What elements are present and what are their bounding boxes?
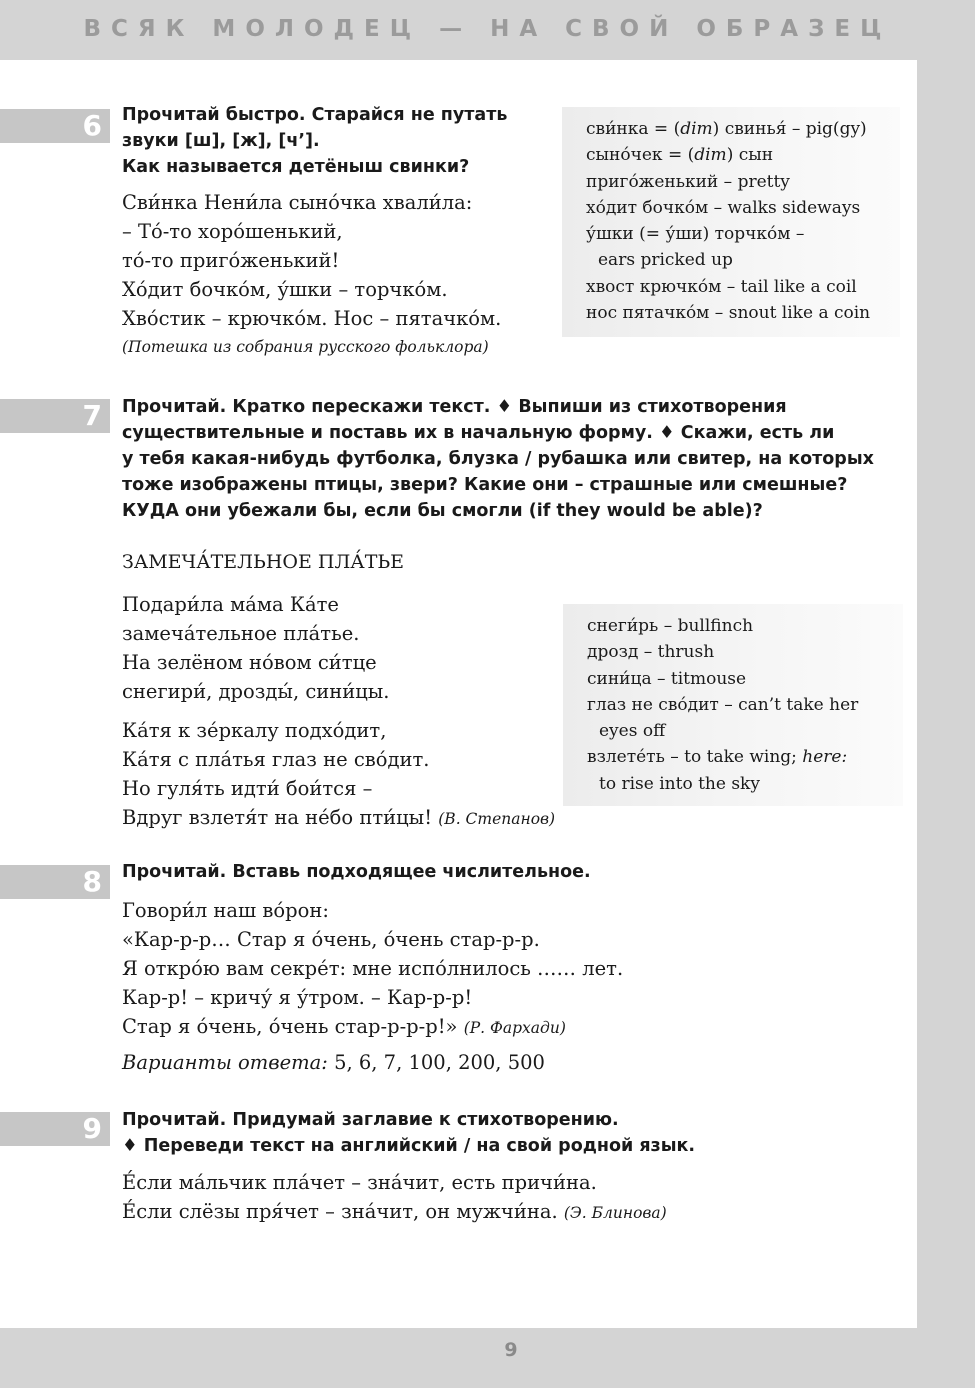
exercise-instruction: Прочитай. Кратко перескажи текст. ♦ Выпиши из стихотворения существительные и поставь их в начальную форму. ♦ Скажи, есть ли у тебя какая-нибудь футболка, блузка / рубашка или свитер, на которых тоже изображены птицы, звери? Какие они – страшные или смешные? КУДА они убежали бы, если бы смогли (if they would be able)? bbox=[122, 397, 874, 521]
gloss-entry: приго́женький – pretty bbox=[586, 171, 790, 192]
right-margin-band bbox=[917, 0, 975, 1388]
gloss-entry: нос пятачко́м – snout like a coin bbox=[586, 303, 871, 324]
poem-line: Ка́тя с пла́тья глаз не сво́дит. bbox=[122, 748, 430, 771]
poem-line: Вдруг взлетя́т на не́бо пти́цы! (В. Степанов) bbox=[122, 806, 556, 829]
poem-line: Ка́тя к зе́ркалу подхо́дит, bbox=[122, 719, 387, 742]
page-number: 9 bbox=[504, 1339, 518, 1361]
poem-line: Подари́ла ма́ма Ка́те bbox=[122, 593, 339, 616]
poem-line: На зелёном но́вом си́тце bbox=[122, 651, 377, 674]
poem bbox=[122, 896, 623, 1043]
poem-line: Хо́дит бочко́м, у́шки – торчко́м. bbox=[122, 278, 448, 301]
poem-source: (Потешка из собрания русского фольклора) bbox=[122, 338, 489, 356]
poem-line: Стар я о́чень, о́чень стар-р-р-р!» (Р. Фархади) bbox=[122, 1015, 566, 1038]
gloss-entry: сыно́чек = (dim) сын bbox=[586, 145, 774, 166]
answer-options bbox=[122, 1051, 545, 1074]
exercise-number: 6 bbox=[0, 109, 110, 143]
poem-line: снегири́, дрозды́, сини́цы. bbox=[122, 680, 390, 703]
poem-title: ЗАМЕЧА́ТЕЛЬНОЕ ПЛА́ТЬЕ bbox=[122, 551, 405, 573]
gloss-entry: дрозд – thrush bbox=[587, 642, 715, 663]
gloss-entry: снеги́рь – bullfinch bbox=[587, 616, 754, 636]
poem-line: Говори́л наш во́рон: bbox=[122, 899, 329, 922]
poem-line: Е́сли слёзы пря́чет – зна́чит, он мужчи́на. (Э. Блинова) bbox=[122, 1200, 667, 1223]
gloss-entry: сини́ца – titmouse bbox=[587, 668, 747, 689]
poem-line: «Кар-р-р… Стар я о́чень, о́чень стар-р-р. bbox=[122, 928, 540, 951]
poem-source: (Р. Фархади) bbox=[463, 1019, 566, 1037]
gloss-entry: хвост крючко́м – tail like a coil bbox=[586, 276, 857, 297]
answer-options-label: Варианты ответа: bbox=[122, 1051, 328, 1074]
exercise-number: 7 bbox=[0, 399, 110, 433]
exercise-instruction: Прочитай быстро. Старайся не путать звуки [ш], [ж], [ч’]. Как называется детёныш свинки? bbox=[122, 105, 508, 177]
poem bbox=[122, 1168, 667, 1228]
gloss-entry: eyes off bbox=[599, 721, 666, 742]
poem-line: Е́сли ма́льчик пла́чет – зна́чит, есть причи́на. bbox=[122, 1171, 597, 1194]
poem-line: то́-то приго́женький! bbox=[122, 249, 340, 272]
exercise-instruction: Прочитай. Придумай заглавие к стихотворению. ♦ Переведи текст на английский / на свой родной язык. bbox=[122, 1110, 696, 1156]
poem-line: Я откро́ю вам секре́т: мне испо́лнилось …… лет. bbox=[122, 957, 624, 980]
poem-stanza bbox=[122, 716, 555, 834]
gloss-entry: ears pricked up bbox=[598, 250, 733, 271]
vocabulary-box bbox=[562, 107, 900, 337]
gloss-entry: взлете́ть – to take wing; here: bbox=[587, 747, 848, 768]
poem-stanza bbox=[122, 590, 390, 706]
poem-source: (В. Степанов) bbox=[438, 810, 556, 828]
vocabulary-box bbox=[563, 604, 903, 806]
gloss-entry: у́шки (= у́ши) торчко́м – bbox=[586, 224, 805, 245]
poem-line: замеча́тельное пла́тье. bbox=[122, 622, 360, 645]
poem-line: Хво́стик – крючко́м. Нос – пятачко́м. bbox=[122, 307, 502, 330]
poem-line: – То́-то хоро́шенький, bbox=[122, 220, 343, 243]
poem bbox=[122, 188, 501, 362]
poem-line: Сви́нка Нени́ла сыно́чка хвали́ла: bbox=[122, 191, 473, 214]
answer-options-values: 5, 6, 7, 100, 200, 500 bbox=[334, 1051, 545, 1074]
poem-line: Но гуля́ть идти́ бои́тся – bbox=[122, 777, 373, 800]
running-header: ВСЯК МОЛОДЕЦ — НА СВОЙ ОБРАЗЕЦ bbox=[83, 16, 892, 42]
exercise-instruction: Прочитай. Вставь подходящее числительное. bbox=[122, 862, 591, 882]
gloss-entry: хо́дит бочко́м – walks sideways bbox=[586, 197, 861, 218]
poem-source: (Э. Блинова) bbox=[563, 1204, 667, 1222]
exercise-number: 9 bbox=[0, 1112, 110, 1146]
poem-line: Кар-р! – кричу́ я у́тром. – Кар-р-р! bbox=[122, 986, 473, 1009]
gloss-entry: сви́нка = (dim) свинья́ – pig(gy) bbox=[586, 119, 867, 139]
gloss-entry: глаз не сво́дит – can’t take her bbox=[587, 694, 859, 715]
exercise-number: 8 bbox=[0, 865, 110, 899]
gloss-entry: to rise into the sky bbox=[599, 773, 760, 794]
